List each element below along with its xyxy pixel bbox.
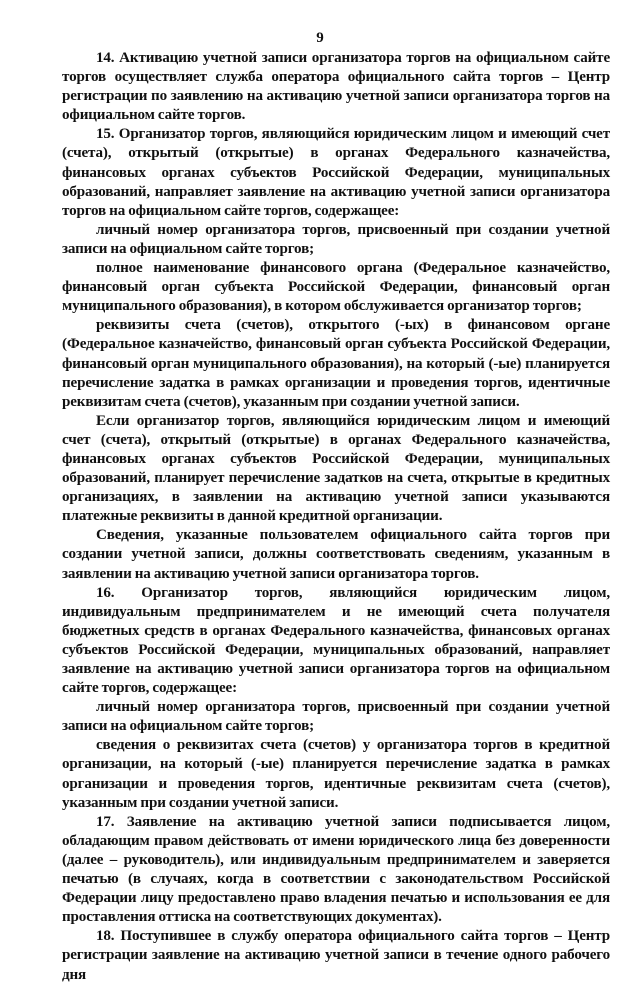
paragraph-15: 15. Организатор торгов, являющийся юридическим лицом и имеющий счет (счета), открытый (открытые) в органах Федерального казначейства, финансовых органах субъектов Российской Федерации, муниципальных образований, направляет заявление на активацию учетной записи организатора торгов на официальном сайте торгов, содержащее:	[62, 126, 610, 219]
paragraph-15-item-financial-body: полное наименование финансового органа (Федеральное казначейство, финансовый орган субъекта Российской Федерации, финансовый орган муниципального образования), в котором обслуживается организатор торгов;	[62, 260, 610, 315]
paragraph-14: 14. Активацию учетной записи организатора торгов на официальном сайте торгов осуществляет служба оператора официального сайта торгов – Центр регистрации по заявлению на активацию учетной записи организатора торгов на официальном сайте торгов.	[62, 50, 610, 124]
paragraph-15-item-account-details: реквизиты счета (счетов), открытого (-ых) в финансовом органе (Федеральное казначейство, финансовый орган субъекта Российской Федерации, финансовый орган муниципального образования), на который (-ые) планируется перечисление задатка в рамках организации и проведения торгов, идентичные реквизитам счета (счетов), указанным при создании учетной записи.	[62, 317, 610, 410]
paragraph-17: 17. Заявление на активацию учетной записи подписывается лицом, обладающим правом действовать от имени юридического лица без доверенности (далее – руководитель), или индивидуальным предпринимателем и заверяется печатью (в случаях, когда в соответствии с законодательством Российской Федерации лицу предоставлено право владения печатью и использования ее для проставления оттиска на соответствующих документах).	[62, 813, 610, 926]
paragraph-15-item-personal-number: личный номер организатора торгов, присвоенный при создании учетной записи на официальном сайте торгов;	[62, 221, 610, 257]
document-body	[62, 49, 610, 985]
paragraph-15-credit-organization: Если организатор торгов, являющийся юридическим лицом и имеющий счет (счета), открытый (открытые) в органах Федерального казначейства, финансовых органах субъектов Российской Федерации, муниципальных образований, планирует перечисление задатков на счета, открытые в кредитных организациях, в заявлении на активацию учетной записи указываются платежные реквизиты в данной кредитной организации.	[62, 412, 610, 525]
paragraph-16: 16. Организатор торгов, являющийся юридическим лицом, индивидуальным предпринимателем и не имеющий счета получателя бюджетных средств в органах Федерального казначейства, финансовых органах субъектов Российской Федерации, муниципальных образований, направляет заявление на активацию учетной записи организатора торгов на официальном сайте торгов, содержащее:	[62, 584, 610, 697]
paragraph-18: 18. Поступившее в службу оператора официального сайта торгов – Центр регистрации заявление на активацию учетной записи в течение одного рабочего дня	[62, 928, 610, 983]
paragraph-16-item-personal-number: личный номер организатора торгов, присвоенный при создании учетной записи на официальном сайте торгов;	[62, 699, 610, 735]
paragraph-15-user-info: Сведения, указанные пользователем официального сайта торгов при создании учетной записи, должны соответствовать сведениям, указанным в заявлении на активацию учетной записи организатора торгов.	[62, 527, 610, 582]
paragraph-16-item-account-info: сведения о реквизитах счета (счетов) у организатора торгов в кредитной организации, на который (-ые) планируется перечисление задатка в рамках организации и проведения торгов, идентичные реквизитам счета (счетов), указанным при создании учетной записи.	[62, 737, 610, 811]
page-number: 9	[316, 30, 324, 46]
